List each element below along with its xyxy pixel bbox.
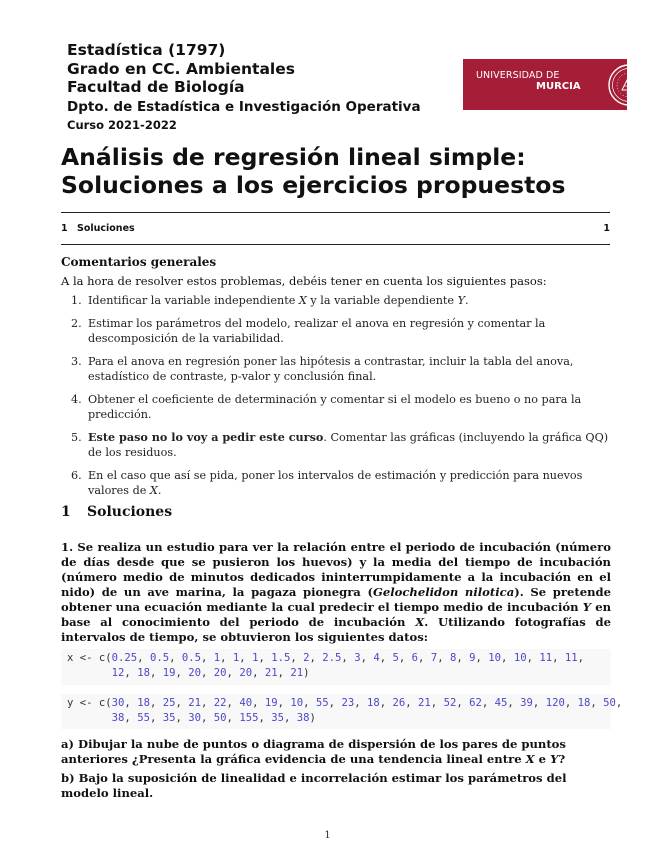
general-comments-heading: Comentarios generales <box>61 255 217 269</box>
page-number: 1 <box>324 830 331 841</box>
faculty-name: Facultad de Biología <box>67 78 245 96</box>
problem-1-statement: 1. Se realiza un estudio para ver la relación entre el periodo de incubación (número de días desde que se pusieron los huevos) y la media del tiempo de incubación (número medio de minutos dedicados ininterrumpidamente a la incubación en el nido) de un ave marina, la pagaza pionegra (Gelochelidon nilotica). Se pretende obtener una ecuación mediante la cual predecir el tiempo medio de incubación Y en base al conocimiento del periodo de incubación X. Utilizando fotografías de intervalos de tiempo, se obtuvieron los siguientes datos: <box>61 540 611 644</box>
step-item: 3. Para el anova en regresión poner las hipótesis a contrastar, incluir la tabla del anova, estadístico de contraste, p-valor y conclusión final. <box>71 355 574 383</box>
step-item: 1. Identificar la variable independiente X y la variable dependiente Y. <box>71 294 469 307</box>
university-logo <box>463 59 627 110</box>
code-block-y: y <- c(30, 18, 25, 21, 22, 40, 19, 10, 55, 23, 18, 26, 21, 52, 62, 45, 39, 120, 18, 50, 38, 55, 35, 30, 50, 155, 35, 38) <box>61 694 611 729</box>
document-header <box>67 40 421 133</box>
question-a: a) Dibujar la nube de puntos o diagrama de dispersión de los pares de puntos anteriores ¿Presenta la gráfica evidencia de una tendencia lineal entre X e Y? <box>61 737 566 766</box>
logo-line-2: MURCIA <box>536 81 581 92</box>
academic-year: Curso 2021-2022 <box>67 118 177 132</box>
code-block-x: x <- c(0.25, 0.5, 0.5, 1, 1, 1, 1.5, 2, 2.5, 3, 4, 5, 6, 7, 8, 9, 10, 10, 11, 11, 12, 18, 19, 20, 20, 20, 21, 21) <box>61 649 611 685</box>
question-b: b) Bajo la suposición de linealidad e incorrelación estimar los parámetros del modelo lineal. <box>61 771 567 800</box>
toc-label: Soluciones <box>77 223 135 234</box>
step-item: 2. Estimar los parámetros del modelo, realizar el anova en regresión y comentar la descomposición de la variabilidad. <box>71 317 546 345</box>
step-item: 6. En el caso que así se pida, poner los intervalos de estimación y predicción para nuevos valores de X. <box>71 469 583 497</box>
document-title: Análisis de regresión lineal simple: Soluciones a los ejercicios propuestos <box>61 143 566 199</box>
section-title: Soluciones <box>87 504 173 520</box>
step-item: 5. Este paso no lo voy a pedir este curso. Comentar las gráficas (incluyendo la gráfica QQ) de los residuos. <box>71 430 609 459</box>
toc-page: 1 <box>603 223 610 234</box>
step-item: 4. Obtener el coeficiente de determinación y comentar si el modelo es bueno o no para la predicción. <box>71 393 582 421</box>
logo-line-1: UNIVERSIDAD DE <box>476 70 560 81</box>
course-name: Estadística (1797) <box>67 41 226 59</box>
section-heading <box>61 504 172 520</box>
general-comments-intro: A la hora de resolver estos problemas, debéis tener en cuenta los siguientes pasos: <box>61 274 547 288</box>
toc-number: 1 <box>61 223 68 234</box>
degree-name: Grado en CC. Ambientales <box>67 60 295 78</box>
university-seal-icon <box>606 62 652 108</box>
section-number: 1 <box>61 504 71 520</box>
steps-list <box>61 293 611 506</box>
toc-bottom-rule <box>61 244 610 245</box>
toc-top-rule <box>61 212 610 213</box>
department-name: Dpto. de Estadística e Investigación Operativa <box>67 99 421 115</box>
